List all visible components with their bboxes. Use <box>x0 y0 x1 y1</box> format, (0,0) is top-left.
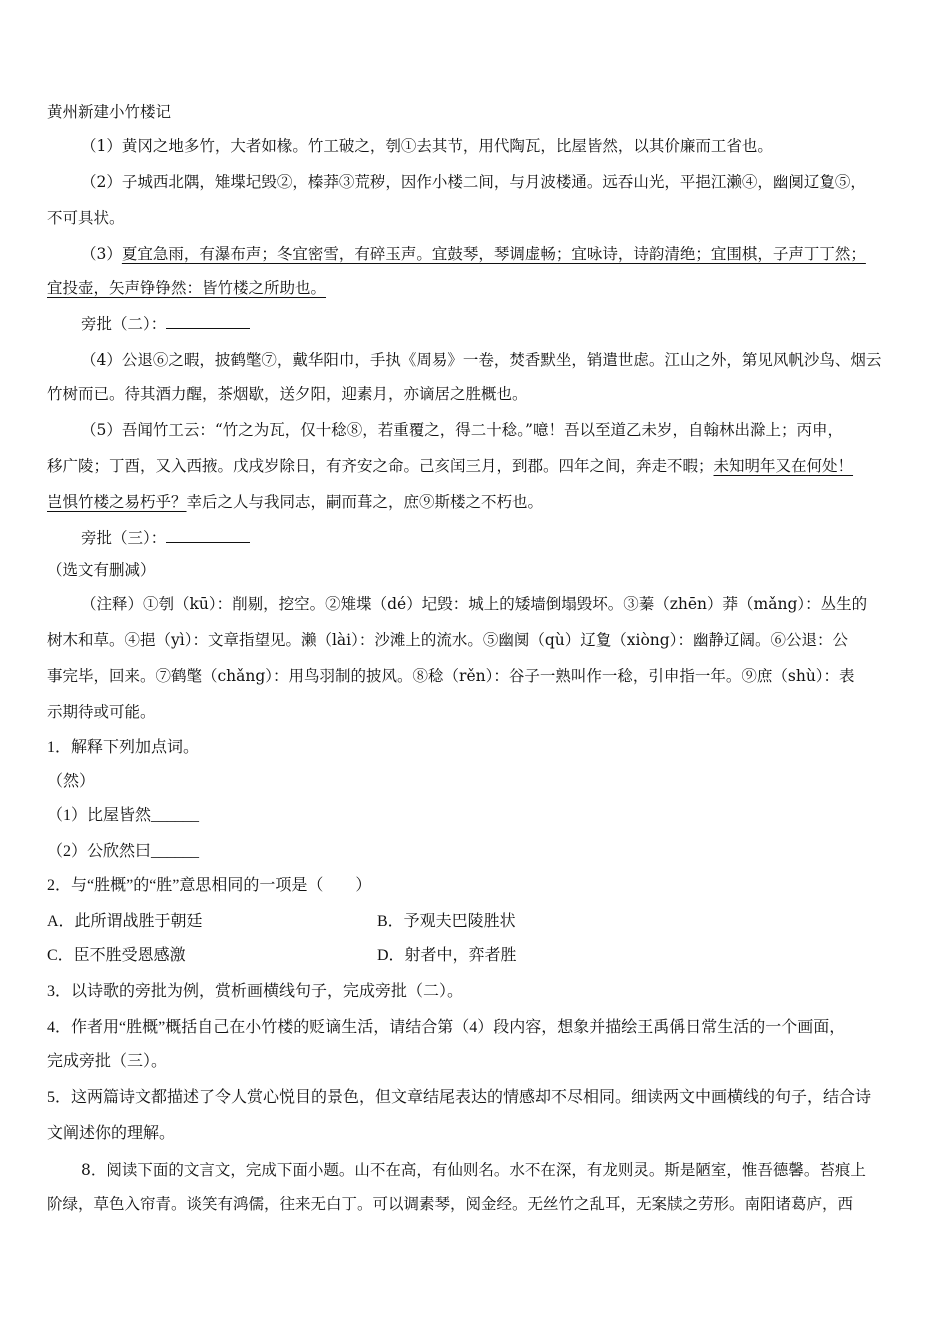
paragraph-5-line-2 <box>47 456 853 476</box>
annotation-line-3: 事完毕，回来。⑦鹤氅（chǎng）：用鸟羽制的披风。⑧稔（rěn）：谷子一熟叫作一稔，引申指一年。⑨庶（shù）：表 <box>47 667 855 685</box>
question-1-item-2: （2）公欣然曰______ <box>47 843 200 860</box>
question-2-options-row-2 <box>47 946 907 966</box>
answer-blank-2[interactable] <box>166 314 250 329</box>
side-note-3 <box>81 528 250 548</box>
question-2-options-row-1 <box>47 912 907 932</box>
question-3: 3．以诗歌的旁批为例，赏析画横线句子，完成旁批（二）。 <box>47 983 464 1000</box>
paragraph-1: （1）黄冈之地多竹，大者如椽。竹工破之，刳①去其节，用代陶瓦，比屋皆然，以其价廉而工省也。 <box>81 137 773 155</box>
paragraph-5-ending: 幸后之人与我同志，嗣而葺之，庶⑨斯楼之不朽也。 <box>186 493 544 511</box>
question-1: 1．解释下列加点词。 <box>47 739 200 756</box>
paragraph-3-line-1 <box>81 244 866 264</box>
underlined-sentence-5a: 未知明年又在何处！ <box>713 457 854 475</box>
answer-blank-3[interactable] <box>166 528 250 543</box>
annotation-line-1: （注释）①刳（kū）：削剔，挖空。②雉堞（dé）圮毁：城上的矮墙倒塌毁坏。③蓁（zhēn）莽（mǎng）：丛生的 <box>81 595 868 613</box>
underlined-sentence-5b: 岂惧竹楼之易朽乎？ <box>47 493 187 511</box>
option-c[interactable]: C．臣不胜受恩感激 <box>47 947 186 964</box>
side-note-2 <box>81 314 250 334</box>
question-8-line-1: 8．阅读下面的文言文，完成下面小题。山不在高，有仙则名。水不在深，有龙则灵。斯是陋室，惟吾德馨。苔痕上 <box>81 1161 866 1179</box>
question-2: 2．与“胜概”的“胜”意思相同的一项是（ ） <box>47 877 372 894</box>
paragraph-3-number: （3） <box>81 245 122 263</box>
annotation-line-2: 树木和草。④挹（yì）：文章指望见。濑（lài）：沙滩上的流水。⑤幽阒（qù）辽夐（xiòng）：幽静辽阔。⑥公退：公 <box>47 631 848 649</box>
paragraph-5-line-1: （5）吾闻竹工云：“竹之为瓦，仅十稔⑧，若重覆之，得二十稔。”噫！吾以至道乙未岁，自翰林出滁上；丙申， <box>81 421 843 439</box>
side-note-3-label: 旁批（三）： <box>81 529 167 547</box>
underlined-sentence-3a: 夏宜急雨，有瀑布声；冬宜密雪，有碎玉声。宜鼓琴，琴调虚畅；宜咏诗，诗韵清绝；宜围棋，子声丁丁然； <box>121 245 866 263</box>
question-4-line-2: 完成旁批（三）。 <box>47 1053 168 1070</box>
question-1-item-1: （1）比屋皆然______ <box>47 807 200 824</box>
paragraph-2-line-1: （2）子城西北隅，雉堞圮毁②，榛莽③荒秽，因作小楼二间，与月波楼通。远吞山光，平挹江濑④，幽阒辽夐⑤， <box>81 173 866 191</box>
paragraph-2-line-2: 不可具状。 <box>47 209 125 227</box>
option-a[interactable]: A．此所谓战胜于朝廷 <box>47 913 203 930</box>
question-5-line-1: 5．这两篇诗文都描述了令人赏心悦目的景色，但文章结尾表达的情感却不尽相同。细读两文中画横线的句子，结合诗 <box>47 1089 872 1106</box>
paragraph-4-line-1: （4）公退⑥之暇，披鹤氅⑦，戴华阳巾，手执《周易》一卷，焚香默坐，销遣世虑。江山之外，第见风帆沙鸟、烟云 <box>81 351 882 369</box>
question-1-word: （然） <box>47 773 96 790</box>
question-4-line-1: 4．作者用“胜概”概括自己在小竹楼的贬谪生活，请结合第（4）段内容，想象并描绘王禹偁日常生活的一个画面， <box>47 1019 846 1036</box>
paragraph-5-line-3 <box>47 492 543 512</box>
annotation-line-4: 示期待或可能。 <box>47 703 156 721</box>
side-note-2-label: 旁批（二）： <box>81 315 167 333</box>
paragraph-3-line-2 <box>47 278 326 298</box>
option-d[interactable]: D．射者中，弈者胜 <box>377 947 517 964</box>
paragraph-5-text: 移广陵；丁酉，又入西掖。戊戌岁除日，有齐安之命。己亥闰三月，到郡。四年之间，奔走不暇； <box>47 457 714 475</box>
paragraph-4-line-2: 竹树而已。待其酒力醒，茶烟歇，送夕阳，迎素月，亦谪居之胜概也。 <box>47 385 528 403</box>
question-8-line-2: 阶绿，草色入帘青。谈笑有鸿儒，往来无白丁。可以调素琴，阅金经。无丝竹之乱耳，无案牍之劳形。南阳诸葛庐，西 <box>47 1195 854 1213</box>
question-5-line-2: 文阐述你的理解。 <box>47 1125 176 1142</box>
source-note: （选文有删减） <box>47 561 156 579</box>
underlined-sentence-3b: 宜投壶，矢声铮铮然：皆竹楼之所助也。 <box>47 279 327 297</box>
passage-title: 黄州新建小竹楼记 <box>47 103 172 121</box>
option-b[interactable]: B．予观夫巴陵胜状 <box>377 913 516 930</box>
